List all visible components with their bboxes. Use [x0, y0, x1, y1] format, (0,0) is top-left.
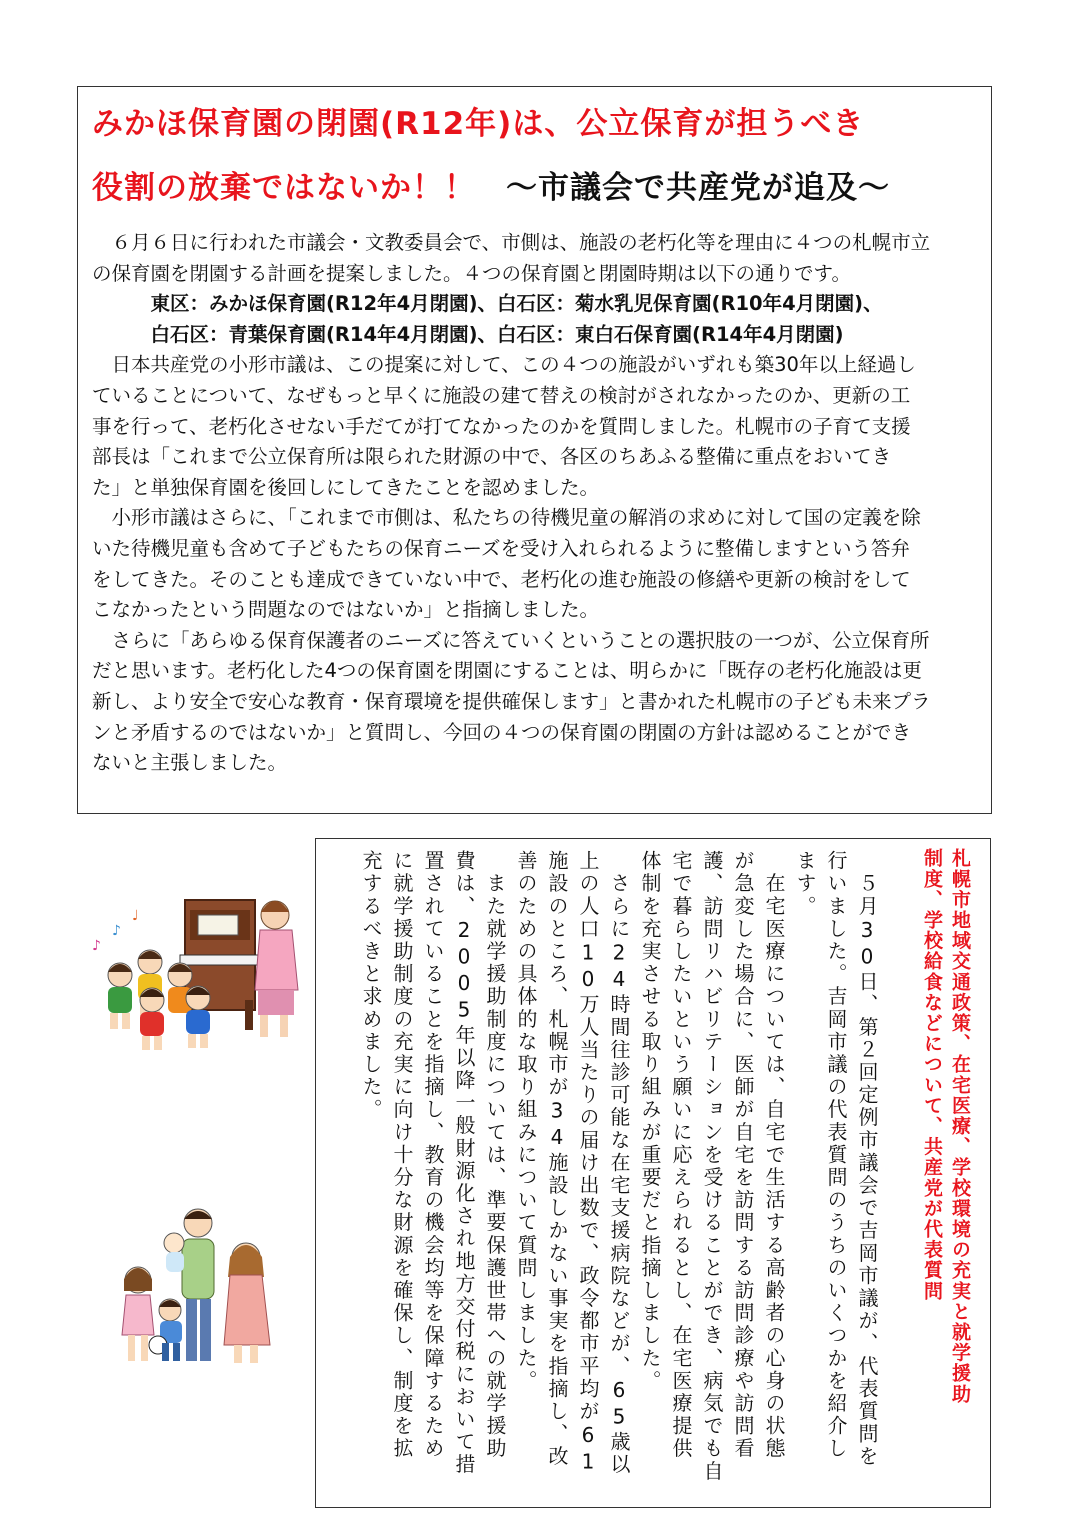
article2-col: 充するべきと求めました。	[359, 850, 383, 1122]
article1-line: だと思います。老朽化した4つの保育園を閉園にすることは、明らかに「既存の老朽化施設は更	[92, 659, 922, 683]
article1-line: た」と単独保育園を後回しにしてきたことを認めました。	[92, 475, 600, 499]
article1-line: こなかったという問題なのではないか」と指摘しました。	[92, 598, 600, 622]
article1-line: 事を行って、老朽化させない手だてが打てなかったのかを質問しました。札幌市の子育て支援	[92, 414, 911, 438]
article1-line: 新し、より安全で安心な教育・保育環境を提供確保します」と書かれた札幌市の子ども未来プラ	[92, 689, 931, 713]
article2-col: 施設のところ、札幌市が34施設しかない事実を指摘し、改	[545, 850, 569, 1469]
article2-col: に就学援助制度の充実に向け十分な財源を確保し、制度を拡	[390, 850, 414, 1461]
article2-col: 置されていることを指摘し、教育の機会均等を保障するため	[421, 850, 445, 1461]
article1-line: 日本共産党の小形市議は、この提案に対して、この４つの施設がいずれも築30年以上経過し	[92, 353, 916, 377]
article1-line: をしてきた。そのことも達成できていない中で、老朽化の進む施設の修繕や更新の検討をして	[92, 567, 911, 591]
article2-col: 費は、2005年以降一般財源化され地方交付税において措	[452, 850, 476, 1477]
article1-headline-sub: ～市議会で共産党が追及～	[506, 170, 890, 206]
article2-col: また就学援助制度については、準要保護世帯への就学援助	[483, 850, 507, 1461]
article1-line: ６月６日に行われた市議会・文教委員会で、市側は、施設の老朽化等を理由に４つの札幌市立	[92, 231, 931, 254]
article1-body	[92, 228, 982, 779]
article2-col: 宅で暮らしたいという願いに応えられるとし、在宅医療提供	[669, 850, 693, 1461]
article1-line: 小形市議はさらに、「これまで市側は、私たちの待機児童の解消の求めに対して国の定義を除	[92, 506, 921, 530]
piano-children-illustration	[80, 880, 305, 1055]
article1-line: ないと主張しました。	[92, 751, 288, 775]
article2-col: ５月30日、第２回定例市議会で吉岡市議が、代表質問を	[855, 850, 879, 1469]
article2-col: 護、訪問リハビリテーションを受けることができ、病気でも自	[700, 850, 724, 1483]
article1-line: ていることについて、なぜもっと早くに施設の建て替えの検討がされなかったのか、更新の工	[92, 383, 911, 407]
article2-col: 善のための具体的な取り組みについて質問しました。	[514, 850, 538, 1393]
closure-list-line: 東区：みかほ保育園(R12年4月閉園)、白石区：菊水乳児保育園(R10年4月閉園)、	[92, 292, 883, 316]
article1-line: いた待機児童も含めて子どもたちの保育ニーズを受け入れられるように整備しますという答弁	[92, 536, 911, 560]
article2-col: 行いました。吉岡市議の代表質問のうちのいくつかを紹介し	[824, 850, 848, 1461]
article1-line: ンと矛盾するのではないか」と質問し、今回の４つの保育園の閉園の方針は認めることができ	[92, 720, 912, 744]
article2-col: が急変した場合に、医師が自宅を訪問する訪問診療や訪問看	[731, 850, 755, 1461]
article1-headline-line2	[92, 168, 890, 208]
article2-col: 上の人口10万人当たりの届け出数で、政令都市平均が61	[576, 850, 600, 1477]
svg-text:♪: ♪	[112, 923, 121, 939]
family-illustration	[108, 1195, 288, 1375]
article2-col: 在宅医療については、自宅で生活する高齢者の心身の状態	[762, 850, 786, 1461]
article2-headline-col2: 制度、学校給食などについて、共産党が代表質問	[921, 848, 943, 1302]
article1-line: さらに「あらゆる保育保護者のニーズに答えていくということの選択肢の一つが、公立保育所	[92, 628, 930, 652]
article1-headline-main: 役割の放棄ではないか！！	[92, 170, 476, 206]
article1-line: の保育園を閉園する計画を提案しました。４つの保育園と閉園時期は以下の通りです。	[92, 261, 851, 285]
article1-headline-line1: みかほ保育園の閉園(R12年)は、公立保育が担うべき	[92, 106, 865, 142]
article2-col: 体制を充実させる取り組みが重要だと指摘しました。	[638, 850, 662, 1393]
svg-text:♪: ♪	[92, 938, 101, 954]
svg-text:♩: ♩	[132, 908, 139, 924]
closure-list-line: 白石区：青葉保育園(R14年4月閉園)、白石区：東白石保育園(R14年4月閉園)	[92, 322, 844, 346]
article2-col: ます。	[793, 850, 817, 918]
article2-headline-col1: 札幌市地域交通政策、在宅医療、学校環境の充実と就学援助	[949, 848, 971, 1405]
article2-col: さらに24時間往診可能な在宅支援病院などが、65歳以	[607, 850, 631, 1477]
article1-line: 部長は「これまで公立保育所は限られた財源の中で、各区のちあふる整備に重点をおいてき	[92, 445, 892, 469]
